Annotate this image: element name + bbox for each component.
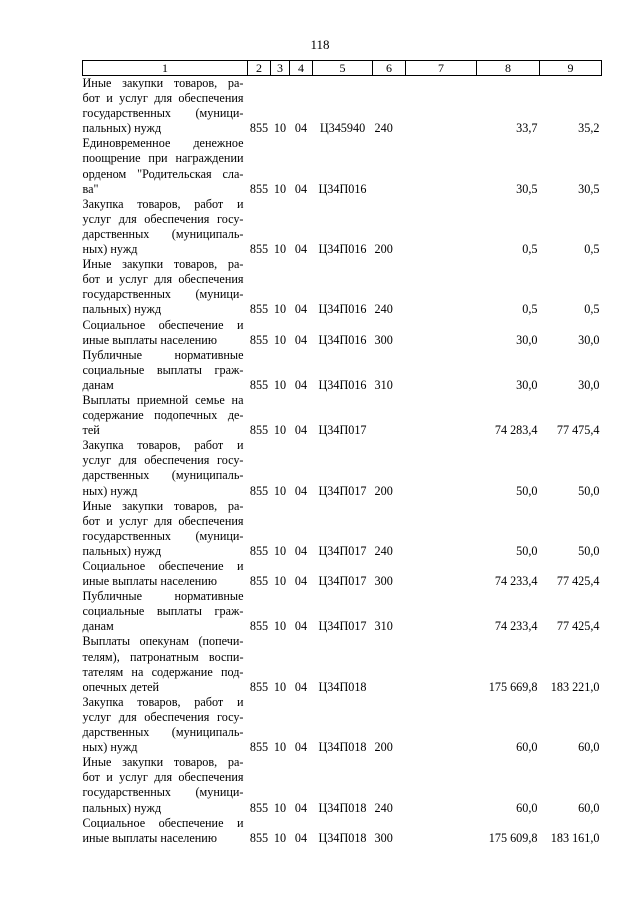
target-article-code: Ц34П016 (318, 332, 367, 347)
column-7-value (406, 136, 477, 196)
column-header: 9 (540, 61, 602, 76)
description-line: услуг для обеспечения госу- (82, 453, 244, 468)
subsection-code: 04 (294, 181, 308, 196)
amount-column-8: 74 233,4 (494, 574, 538, 589)
subsection-code: 04 (294, 483, 308, 498)
target-article-code: Ц34П017 (318, 619, 367, 634)
column-header: 3 (271, 61, 290, 76)
section-code: 10 (273, 543, 287, 558)
table-row (83, 559, 602, 589)
expense-type-code: 300 (374, 574, 393, 589)
table-row (83, 499, 602, 559)
column-header: 7 (406, 61, 477, 76)
ministry-code: 855 (249, 619, 269, 634)
target-article-code: Ц34П017 (318, 423, 367, 438)
subsection-code: 04 (294, 423, 308, 438)
description-line: данам (82, 377, 114, 392)
column-7-value (406, 318, 477, 348)
description-line: пальных) нужд (82, 543, 162, 558)
description-line: государственных (муници- (82, 106, 244, 121)
section-code: 10 (273, 302, 287, 317)
amount-column-8: 0,5 (522, 302, 538, 317)
description-line: Иные закупки товаров, ра- (82, 498, 244, 513)
row-description (83, 755, 248, 815)
description-line: опечных детей (82, 679, 160, 694)
expense-type-code: 300 (374, 830, 393, 845)
ministry-code: 855 (249, 483, 269, 498)
description-line: Единовременное денежное (82, 136, 244, 151)
subsection-code: 04 (294, 619, 308, 634)
ministry-code: 855 (249, 574, 269, 589)
section-code: 10 (273, 830, 287, 845)
expense-type-code (373, 136, 406, 196)
description-line: услуг для обеспечения госу- (82, 211, 244, 226)
column-header: 5 (313, 61, 373, 76)
target-article-code: Ц34П017 (318, 483, 367, 498)
column-header: 1 (83, 61, 248, 76)
description-line: государственных (муници- (82, 785, 244, 800)
expense-type-code: 240 (374, 543, 393, 558)
table-row (83, 634, 602, 694)
description-line: Социальное обеспечение и (82, 815, 244, 830)
description-line: данам (82, 619, 114, 634)
description-line: Публичные нормативные (82, 347, 244, 362)
target-article-code: Ц345940 (319, 121, 366, 136)
ministry-code: 855 (249, 423, 269, 438)
description-line: пальных) нужд (82, 302, 162, 317)
row-description (83, 816, 248, 846)
amount-column-8: 50,0 (516, 483, 538, 498)
description-line: тателям на содержание под- (82, 664, 244, 679)
description-line: Иные закупки товаров, ра- (82, 755, 244, 770)
page-number: 118 (310, 37, 330, 52)
section-code: 10 (273, 181, 287, 196)
expense-type-code: 240 (374, 121, 393, 136)
amount-column-9: 183 221,0 (550, 679, 600, 694)
description-line: иные выплаты населению (82, 830, 217, 845)
amount-column-8: 175 669,8 (488, 679, 538, 694)
table-row (83, 755, 602, 815)
description-line: бот и услуг для обеспечения (82, 272, 244, 287)
table-row (83, 348, 602, 393)
row-description (83, 589, 248, 634)
table-body (83, 76, 602, 846)
subsection-code: 04 (294, 332, 308, 347)
subsection-code: 04 (294, 574, 308, 589)
amount-column-8: 175 609,8 (488, 830, 538, 845)
description-line: Закупка товаров, работ и (82, 196, 244, 211)
amount-column-8: 60,0 (516, 800, 538, 815)
description-line: Выплаты приемной семье на (82, 392, 244, 407)
amount-column-9: 77 425,4 (556, 619, 600, 634)
description-line: иные выплаты населению (82, 332, 217, 347)
expense-type-code (373, 393, 406, 438)
section-code: 10 (273, 574, 287, 589)
row-description (83, 76, 248, 137)
ministry-code: 855 (249, 332, 269, 347)
ministry-code: 855 (249, 242, 269, 257)
description-line: Закупка товаров, работ и (82, 694, 244, 709)
amount-column-8: 30,0 (516, 332, 538, 347)
column-7-value (406, 499, 477, 559)
table-row (83, 438, 602, 498)
description-line: государственных (муници- (82, 287, 244, 302)
target-article-code: Ц34П018 (318, 830, 367, 845)
ministry-code: 855 (249, 800, 269, 815)
section-code: 10 (273, 619, 287, 634)
expense-type-code: 240 (374, 302, 393, 317)
amount-column-9: 50,0 (578, 543, 600, 558)
target-article-code: Ц34П018 (318, 740, 367, 755)
description-line: дарственных (муниципаль- (82, 468, 244, 483)
target-article-code: Ц34П016 (318, 302, 367, 317)
description-line: ных) нужд (82, 242, 138, 257)
subsection-code: 04 (294, 800, 308, 815)
row-description (83, 197, 248, 257)
table-row (83, 76, 602, 137)
column-header: 4 (290, 61, 313, 76)
section-code: 10 (273, 332, 287, 347)
section-code: 10 (273, 483, 287, 498)
description-line: содержание подопечных де- (82, 408, 244, 423)
column-7-value (406, 257, 477, 317)
description-line: Иные закупки товаров, ра- (82, 257, 244, 272)
description-line: дарственных (муниципаль- (82, 725, 244, 740)
target-article-code: Ц34П018 (318, 800, 367, 815)
expense-type-code (373, 634, 406, 694)
column-7-value (406, 559, 477, 589)
column-7-value (406, 393, 477, 438)
column-header: 8 (477, 61, 540, 76)
expense-type-code: 200 (374, 483, 393, 498)
row-description (83, 136, 248, 196)
description-line: социальные выплаты граж- (82, 604, 244, 619)
budget-table (82, 60, 602, 846)
description-line: дарственных (муниципаль- (82, 226, 244, 241)
target-article-code: Ц34П017 (318, 543, 367, 558)
table-row (83, 257, 602, 317)
description-line: Закупка товаров, работ и (82, 438, 244, 453)
column-7-value (406, 816, 477, 846)
amount-column-8: 30,0 (516, 377, 538, 392)
amount-column-8: 33,7 (516, 121, 538, 136)
amount-column-9: 60,0 (578, 800, 600, 815)
description-line: бот и услуг для обеспечения (82, 91, 244, 106)
expense-type-code: 300 (374, 332, 393, 347)
description-line: иные выплаты населению (82, 574, 217, 589)
ministry-code: 855 (249, 543, 269, 558)
column-header: 2 (248, 61, 271, 76)
subsection-code: 04 (294, 377, 308, 392)
section-code: 10 (273, 242, 287, 257)
amount-column-9: 50,0 (578, 483, 600, 498)
section-code: 10 (273, 423, 287, 438)
target-article-code: Ц34П016 (318, 242, 367, 257)
amount-column-9: 77 475,4 (556, 423, 600, 438)
expense-type-code: 240 (374, 800, 393, 815)
section-code: 10 (273, 800, 287, 815)
description-line: бот и услуг для обеспечения (82, 770, 244, 785)
amount-column-8: 0,5 (522, 242, 538, 257)
table-row (83, 318, 602, 348)
section-code: 10 (273, 121, 287, 136)
amount-column-9: 30,0 (578, 377, 600, 392)
amount-column-8: 74 283,4 (494, 423, 538, 438)
section-code: 10 (273, 377, 287, 392)
section-code: 10 (273, 679, 287, 694)
subsection-code: 04 (294, 679, 308, 694)
ministry-code: 855 (249, 181, 269, 196)
table-header (83, 61, 602, 76)
table-row (83, 695, 602, 755)
row-description (83, 348, 248, 393)
column-7-value (406, 695, 477, 755)
row-description (83, 499, 248, 559)
ministry-code: 855 (249, 302, 269, 317)
amount-column-9: 35,2 (578, 121, 600, 136)
column-header: 6 (373, 61, 406, 76)
row-description (83, 318, 248, 348)
description-line: государственных (муници- (82, 528, 244, 543)
amount-column-8: 74 233,4 (494, 619, 538, 634)
amount-column-8: 30,5 (516, 181, 538, 196)
table-row (83, 816, 602, 846)
target-article-code: Ц34П016 (318, 377, 367, 392)
expense-type-code: 310 (374, 619, 393, 634)
ministry-code: 855 (249, 377, 269, 392)
amount-column-9: 30,5 (578, 181, 600, 196)
row-description (83, 559, 248, 589)
description-line: социальные выплаты граж- (82, 362, 244, 377)
row-description (83, 695, 248, 755)
description-line: Выплаты опекунам (попечи- (82, 634, 244, 649)
column-7-value (406, 589, 477, 634)
row-description (83, 438, 248, 498)
description-line: услуг для обеспечения госу- (82, 709, 244, 724)
description-line: орденом "Родительская сла- (82, 166, 244, 181)
description-line: пальных) нужд (82, 800, 162, 815)
table-row (83, 589, 602, 634)
description-line: поощрение при награждении (82, 151, 244, 166)
amount-column-9: 60,0 (578, 740, 600, 755)
expense-type-code: 200 (374, 242, 393, 257)
description-line: ных) нужд (82, 483, 138, 498)
expense-type-code: 200 (374, 740, 393, 755)
description-line: Публичные нормативные (82, 589, 244, 604)
amount-column-9: 30,0 (578, 332, 600, 347)
table-row (83, 197, 602, 257)
description-line: тей (82, 423, 100, 438)
column-7-value (406, 634, 477, 694)
ministry-code: 855 (249, 830, 269, 845)
row-description (83, 634, 248, 694)
subsection-code: 04 (294, 121, 308, 136)
row-description (83, 393, 248, 438)
column-7-value (406, 348, 477, 393)
column-7-value (406, 76, 477, 137)
amount-column-9: 0,5 (584, 242, 600, 257)
target-article-code: Ц34П016 (318, 181, 367, 196)
ministry-code: 855 (249, 740, 269, 755)
section-code: 10 (273, 740, 287, 755)
description-line: Социальное обеспечение и (82, 559, 244, 573)
row-description (83, 257, 248, 317)
column-7-value (406, 755, 477, 815)
amount-column-9: 183 161,0 (550, 830, 600, 845)
subsection-code: 04 (294, 740, 308, 755)
table-row (83, 393, 602, 438)
description-line: ных) нужд (82, 740, 138, 755)
description-line: Социальное обеспечение и (82, 317, 244, 332)
table-row (83, 136, 602, 196)
description-line: пальных) нужд (82, 121, 162, 136)
ministry-code: 855 (249, 679, 269, 694)
amount-column-8: 50,0 (516, 543, 538, 558)
expense-type-code: 310 (374, 377, 393, 392)
amount-column-9: 77 425,4 (556, 574, 600, 589)
subsection-code: 04 (294, 242, 308, 257)
target-article-code: Ц34П017 (318, 574, 367, 589)
description-line: телям), патронатным воспи- (82, 649, 244, 664)
subsection-code: 04 (294, 302, 308, 317)
ministry-code: 855 (249, 121, 269, 136)
description-line: ва" (82, 181, 99, 196)
subsection-code: 04 (294, 830, 308, 845)
column-7-value (406, 197, 477, 257)
column-7-value (406, 438, 477, 498)
subsection-code: 04 (294, 543, 308, 558)
target-article-code: Ц34П018 (318, 679, 367, 694)
description-line: Иные закупки товаров, ра- (82, 76, 244, 90)
amount-column-9: 0,5 (584, 302, 600, 317)
description-line: бот и услуг для обеспечения (82, 513, 244, 528)
amount-column-8: 60,0 (516, 740, 538, 755)
